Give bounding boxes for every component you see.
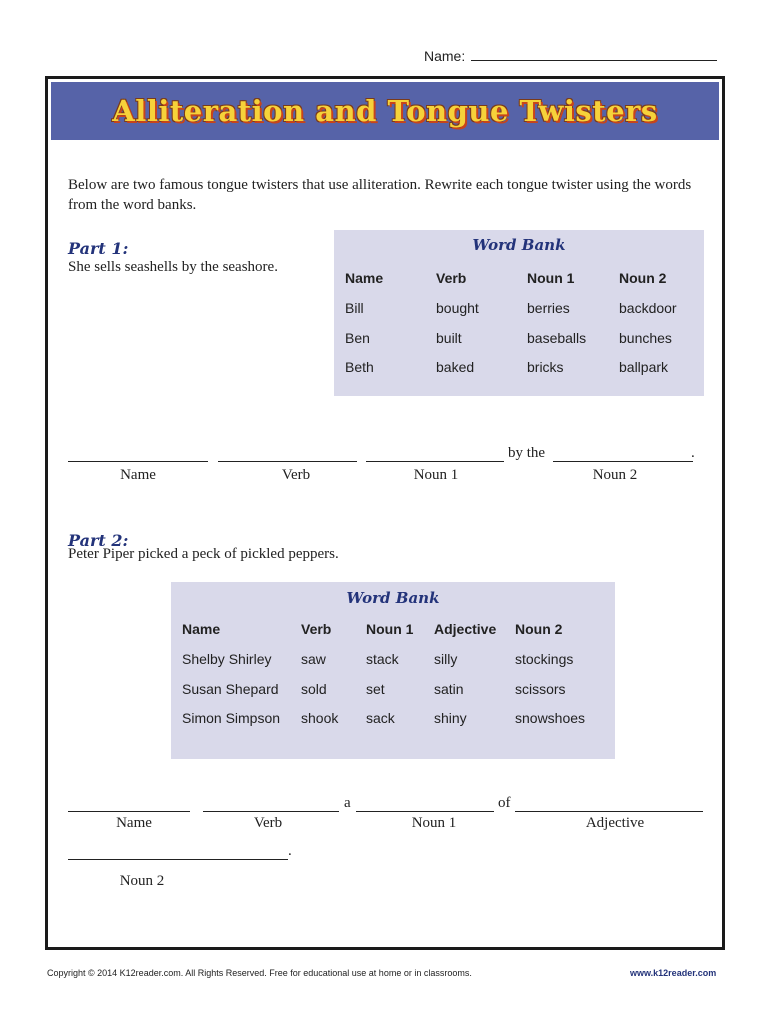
title-banner [51,82,719,140]
word-bank-cell: silly [434,651,458,667]
word-bank-cell: bunches [619,329,672,346]
word-bank-cell: snowshoes [515,710,586,726]
column-header: Noun 1 [366,621,414,637]
word-bank-cell: bought [436,300,479,316]
column-header: Noun 1 [527,270,575,286]
column-header: Verb [301,621,332,637]
part1-connector: by the [508,445,546,461]
part2-connector-of: of [498,795,511,811]
part2-sentence: Peter Piper picked a peck of pickled peppers. [68,546,339,562]
part1-heading: Part 1: [68,239,129,258]
part1-blank-name[interactable] [68,461,208,462]
word-bank-cell: ballpark [619,359,669,375]
part2-label-noun1: Noun 1 [411,815,457,831]
student-name-field[interactable] [424,48,717,64]
worksheet-frame [45,76,725,950]
word-bank-table [345,270,699,389]
instructions: Below are two famous tongue twisters that use alliteration. Rewrite each tongue twister using the words from the word banks. [68,177,692,213]
name-label: Name: [424,48,466,64]
word-bank-cell: scissors [515,680,566,697]
word-bank-title: Word Bank [472,236,566,254]
part1-blank-noun2[interactable] [553,461,693,462]
part1-label-noun2: Noun 2 [592,467,638,483]
part1-blank-verb[interactable] [218,461,357,462]
part1-blank-noun1[interactable] [366,461,504,462]
word-bank-cell: Beth [345,359,374,375]
word-bank-cell: sold [301,680,327,697]
word-bank-cell: shiny [434,710,467,726]
word-bank-row [345,330,699,360]
word-bank-header-row [345,270,699,300]
part2-blank-noun2[interactable] [68,859,288,860]
word-bank-cell: set [366,680,385,697]
column-header: Noun 2 [619,270,667,286]
part2-label-verb: Verb [253,815,283,831]
part1-label-noun1: Noun 1 [413,467,459,483]
part1-label-name: Name [120,467,156,483]
part2-word-bank [171,582,615,759]
word-bank-row [182,710,605,740]
word-bank-cell: baseballs [527,329,587,346]
word-bank-cell: built [436,329,462,346]
column-header: Name [182,621,221,637]
word-bank-header-row [182,621,605,651]
part2-blank-adjective[interactable] [515,811,703,812]
word-bank-cell: saw [301,651,326,667]
part2-label-noun2: Noun 2 [119,873,165,889]
name-blank[interactable] [471,48,717,61]
word-bank-row [345,300,699,330]
part1-label-verb: Verb [281,467,311,483]
word-bank-cell: bricks [527,359,564,375]
word-bank-cell: baked [436,359,475,375]
word-bank-cell: Bill [345,300,364,316]
part2-connector-a: a [344,795,351,811]
word-bank-cell: satin [434,680,464,697]
word-bank-row [345,359,699,389]
part2-blank-noun1[interactable] [356,811,494,812]
word-bank-cell: Ben [345,329,370,346]
part2-heading: Part 2: [68,531,129,550]
part1-sentence: She sells seashells by the seashore. [68,259,278,275]
word-bank-row [182,651,605,681]
word-bank-cell: Susan Shepard [182,680,279,697]
copyright-text: Copyright © 2014 K12reader.com. All Rights Reserved. Free for educational use at home or in classrooms. [47,968,472,978]
word-bank-cell: stack [366,651,399,667]
column-header: Name [345,270,384,286]
word-bank-cell: Shelby Shirley [182,651,272,667]
part2-blank-name[interactable] [68,811,190,812]
word-bank-cell: sack [366,710,395,726]
column-header: Noun 2 [515,621,563,637]
part2-blank-verb[interactable] [203,811,339,812]
part2-period: . [288,843,292,859]
word-bank-cell: backdoor [619,300,677,316]
word-bank-cell: shook [301,710,339,726]
word-bank-row [182,681,605,711]
website-link[interactable]: www.k12reader.com [630,968,717,978]
word-bank-cell: Simon Simpson [182,710,281,726]
word-bank-cell: stockings [515,651,574,667]
word-bank-cell: berries [527,300,570,316]
word-bank-table [182,621,605,740]
word-bank-title: Word Bank [346,589,440,607]
worksheet-title: Alliteration and Tongue Twisters [112,94,658,128]
part1-period: . [691,445,695,461]
column-header: Verb [436,270,467,286]
part1-word-bank [334,230,704,396]
part2-label-name: Name [116,815,152,831]
column-header: Adjective [434,621,497,637]
part2-label-adjective: Adjective [585,815,645,831]
